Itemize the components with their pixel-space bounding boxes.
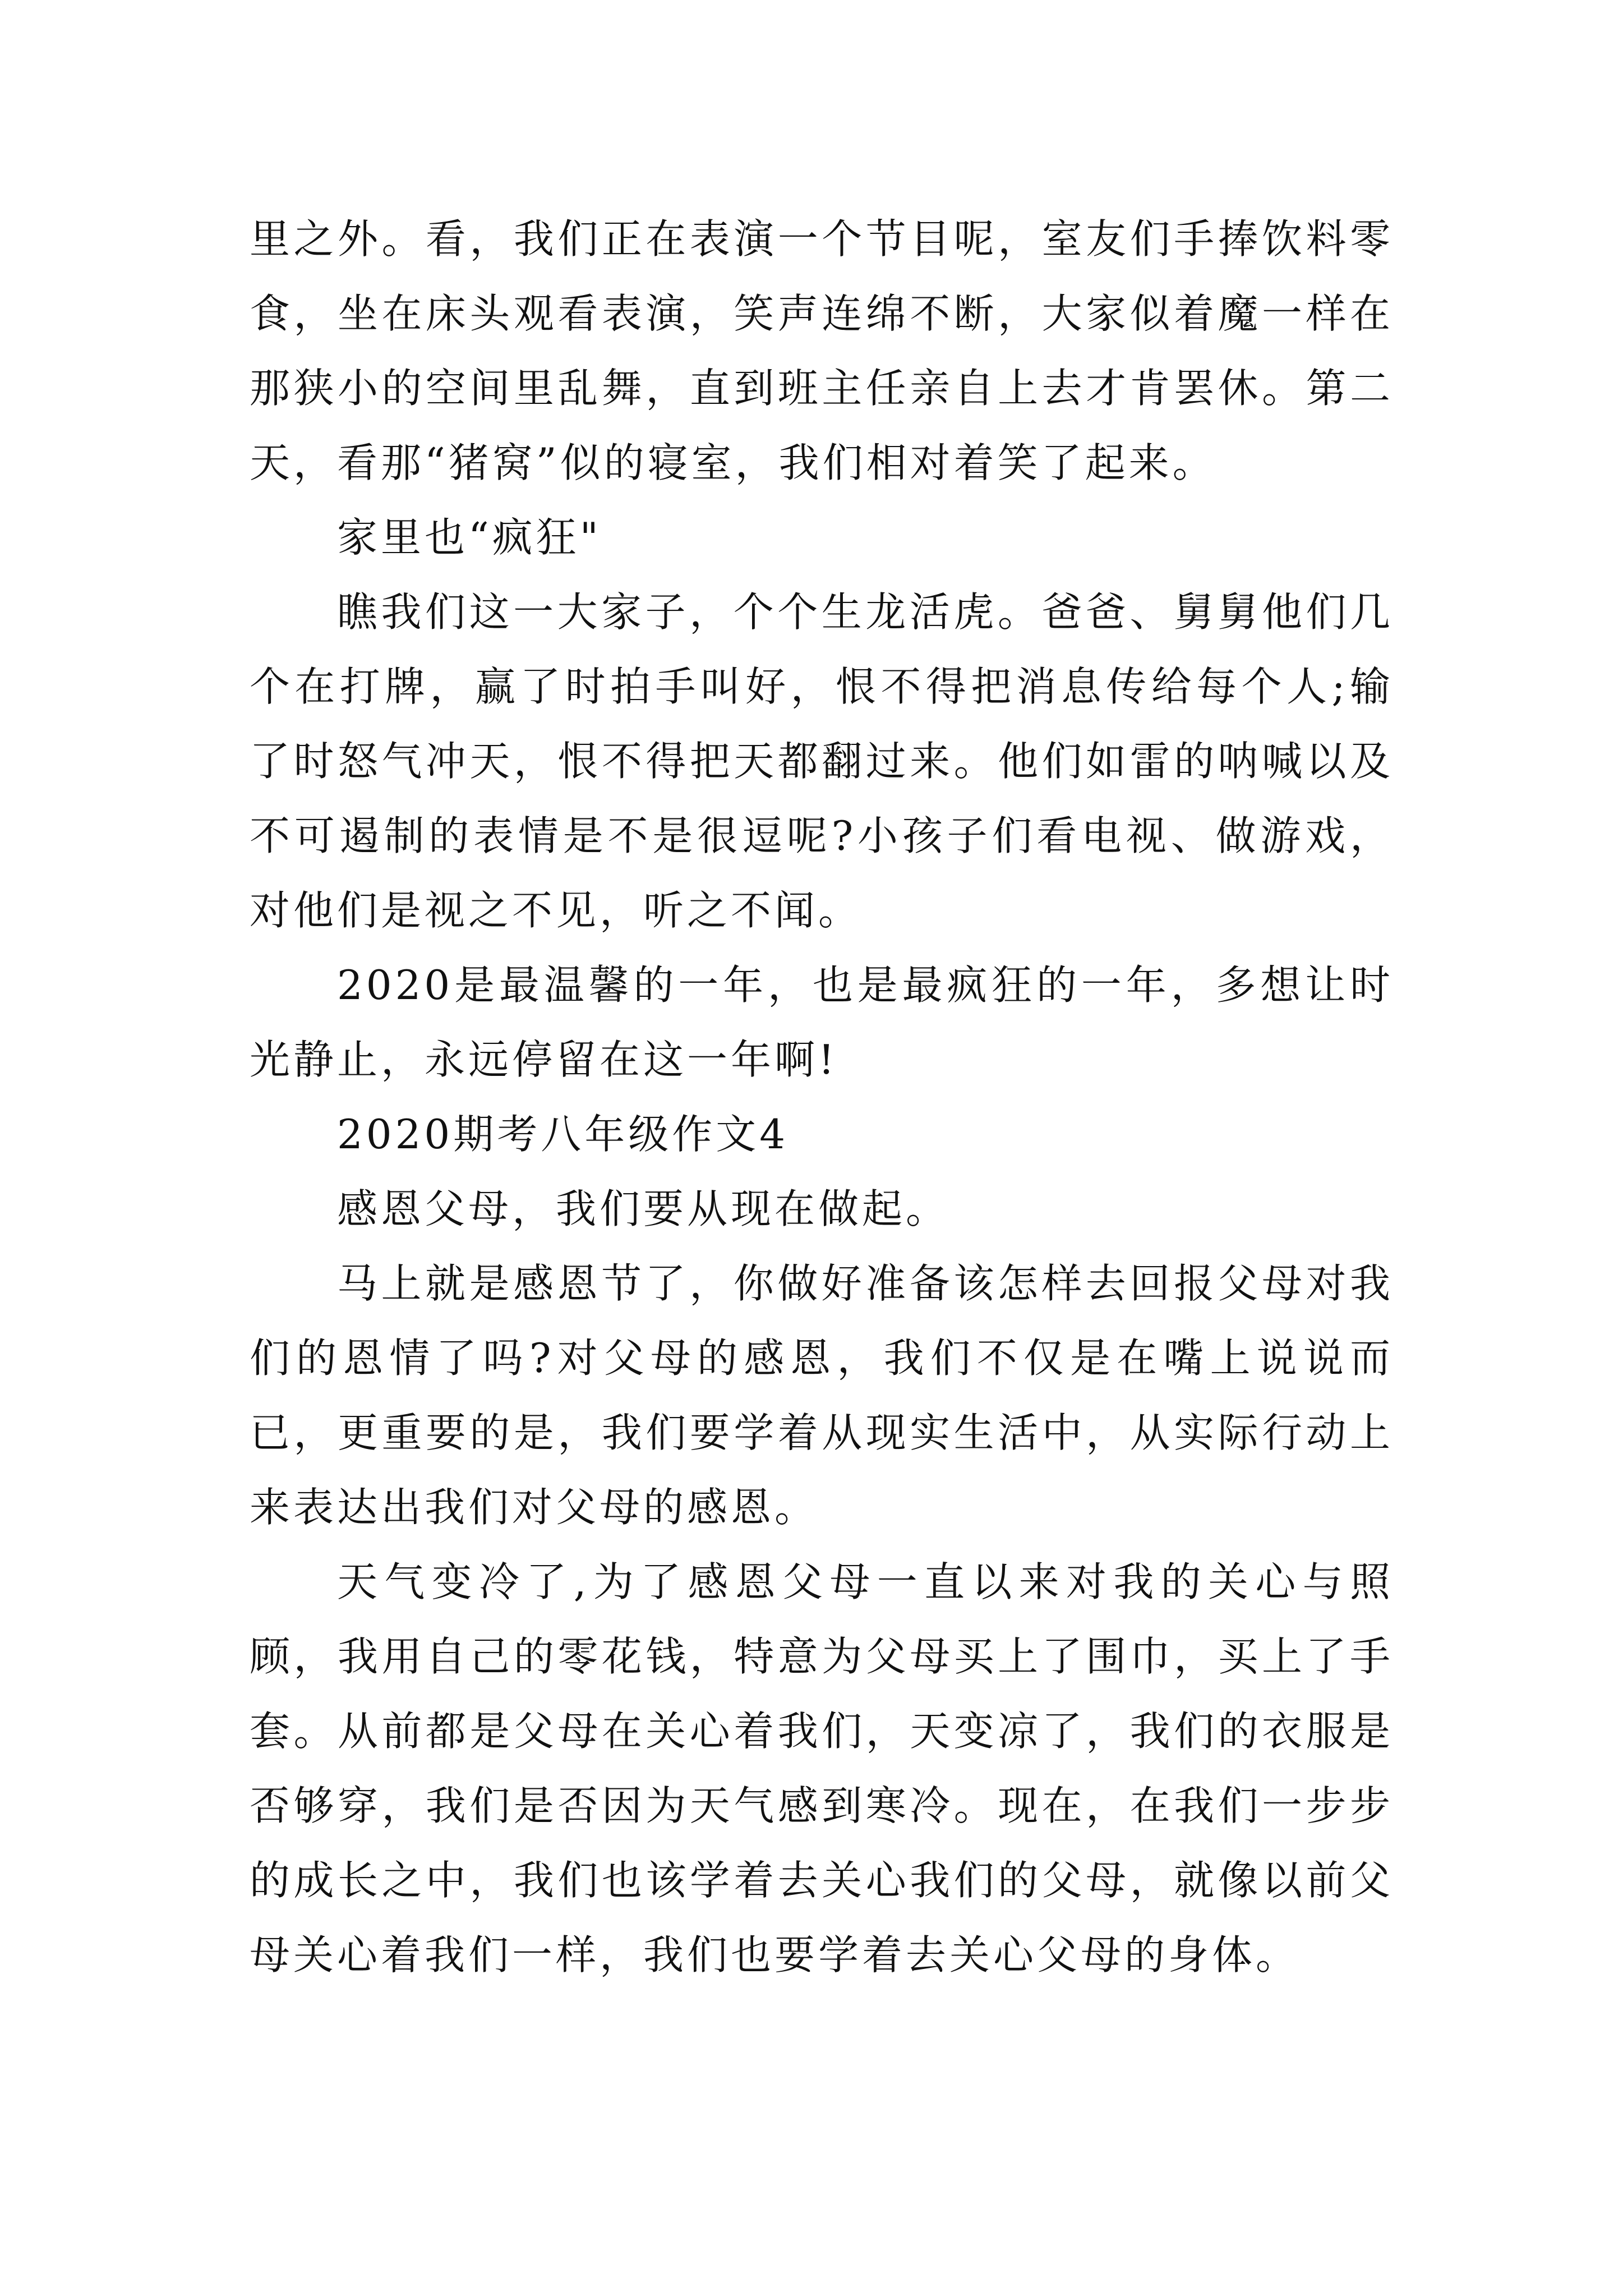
- paragraph-family-games: 瞧我们这一大家子，个个生龙活虎。爸爸、舅舅他们几个在打牌，赢了时拍手叫好，恨不得把消息传给每个人;输了时怒气冲天，恨不得把天都翻过来。他们如雷的呐喊以及不可遏制的表情是不是很逗呢?小孩子们看电视、做游戏，对他们是视之不见，听之不闻。: [250, 588, 1394, 934]
- document-body: [250, 202, 1394, 1993]
- section-heading-family: 家里也“疯狂": [337, 514, 602, 561]
- paragraph-gratitude-intro: 感恩父母，我们要从现在做起。: [337, 1185, 950, 1232]
- paragraph-thanksgiving: 马上就是感恩节了，你做好准备该怎样去回报父母对我们的恩情了吗?对父母的感恩，我们不仅是在嘴上说说而已，更重要的是，我们要学着从现实生活中，从实际行动上来表达出我们对父母的感恩。: [250, 1260, 1394, 1531]
- paragraph-year-summary: 2020是最温馨的一年，也是最疯狂的一年，多想让时光静止，永远停留在这一年啊!: [250, 961, 1394, 1083]
- paragraph-continued: 里之外。看，我们正在表演一个节目呢，室友们手捧饮料零食，坐在床头观看表演，笑声连绵不断，大家似着魔一样在那狭小的空间里乱舞，直到班主任亲自上去才肯罢休。第二天，看那“猪窝”似的寝室，我们相对着笑了起来。: [250, 215, 1394, 486]
- paragraph-cold-weather: 天气变冷了,为了感恩父母一直以来对我的关心与照顾，我用自己的零花钱，特意为父母买上了围巾，买上了手套。从前都是父母在关心着我们，天变凉了，我们的衣服是否够穿，我们是否因为天气感到寒冷。现在，在我们一步步的成长之中，我们也该学着去关心我们的父母，就像以前父母关心着我们一样，我们也要学着去关心父母的身体。: [250, 1558, 1394, 1978]
- essay-title: 2020期考八年级作文4: [337, 1111, 789, 1158]
